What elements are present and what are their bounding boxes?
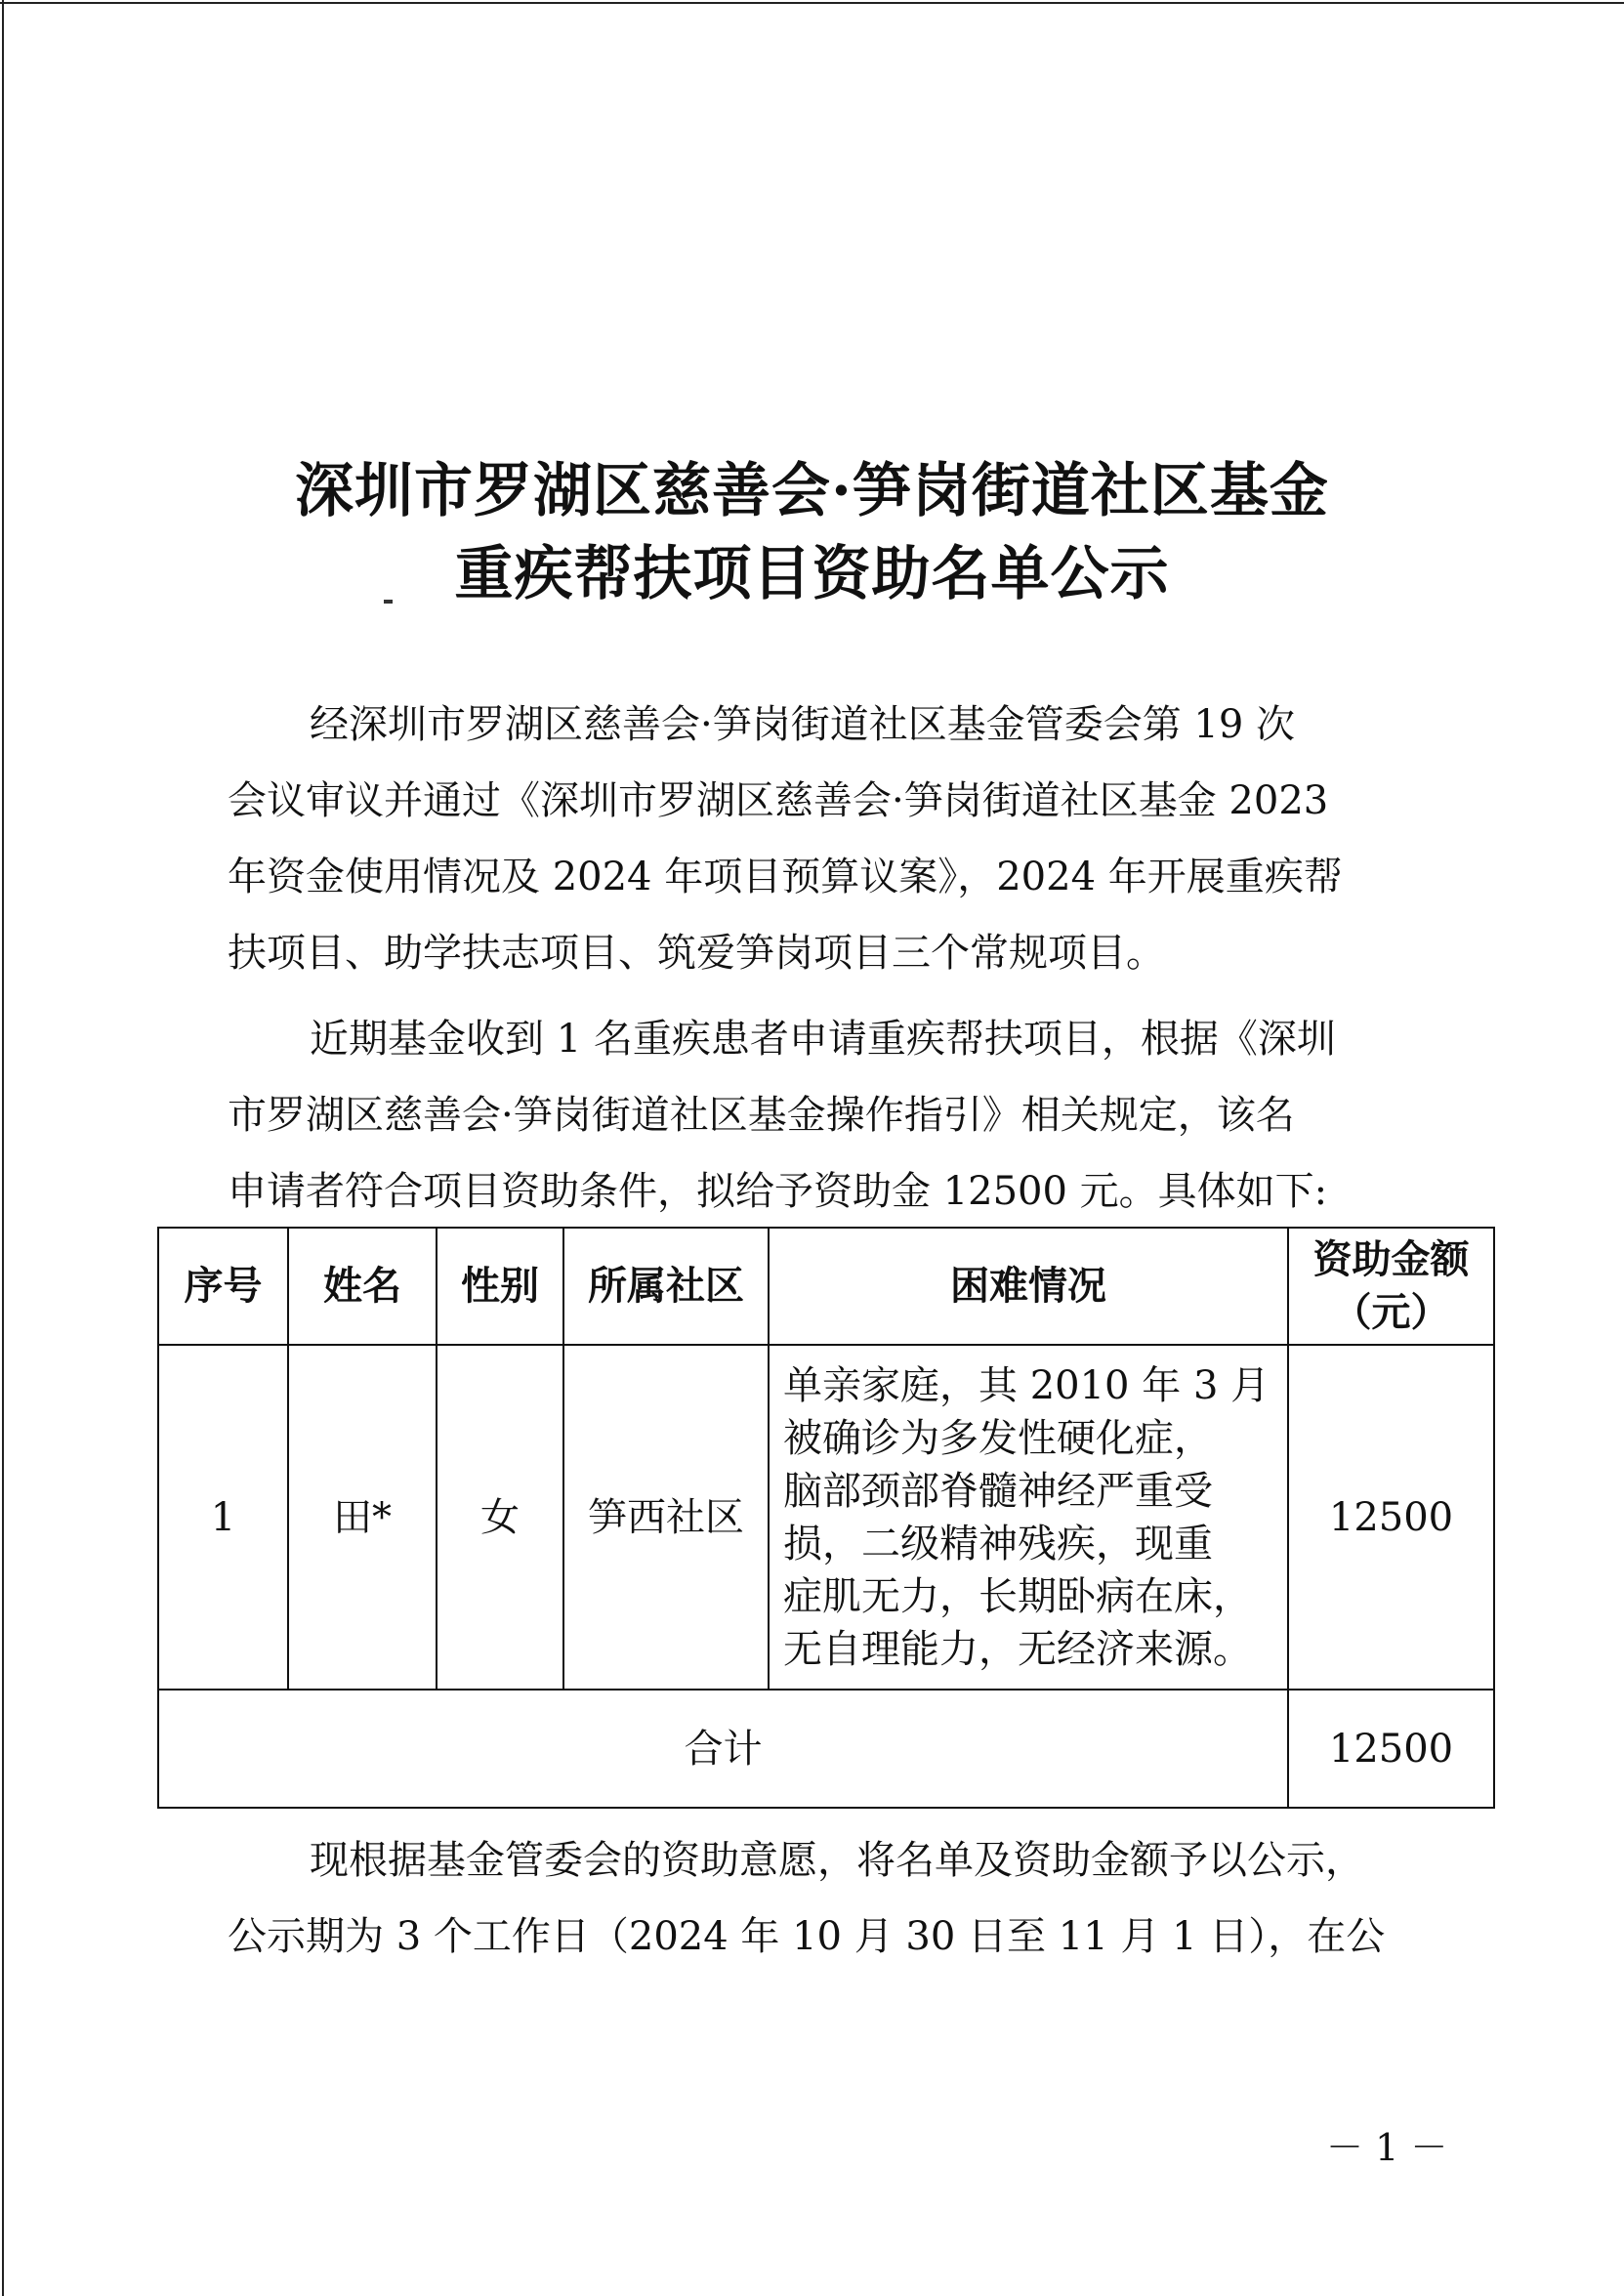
cell-amount: 12500 xyxy=(1288,1345,1494,1690)
page-number: － 1 － xyxy=(1326,2126,1448,2169)
document-title-line1: 深圳市罗湖区慈善会·笋岗街道社区基金 xyxy=(295,457,1329,525)
difficulty-line: 被确诊为多发性硬化症， xyxy=(783,1415,1213,1461)
paragraph-line: 市罗湖区慈善会·笋岗街道社区基金操作指引》相关规定，该名 xyxy=(228,1093,1295,1138)
cell-community: 笋西社区 xyxy=(563,1345,769,1690)
paragraph-line: 年资金使用情况及 2024 年项目预算议案》，2024 年开展重疾帮 xyxy=(228,855,1343,899)
paragraph-line: 现根据基金管委会的资助意愿，将名单及资助金额予以公示， xyxy=(310,1838,1364,1883)
header-gender: 性别 xyxy=(437,1228,563,1345)
difficulty-line: 脑部颈部脊髓神经严重受 xyxy=(783,1468,1213,1514)
cell-serial: 1 xyxy=(158,1345,288,1690)
page-border-left xyxy=(2,0,4,2296)
document-title-line2: 重疾帮扶项目资助名单公示 xyxy=(454,540,1170,608)
page-border-top xyxy=(0,2,1624,4)
difficulty-line: 症肌无力，长期卧病在床， xyxy=(783,1573,1252,1619)
header-amount xyxy=(1288,1228,1494,1345)
cell-name: 田* xyxy=(288,1345,437,1690)
paragraph-line: 扶项目、助学扶志项目、筑爱笋岗项目三个常规项目。 xyxy=(228,931,1165,976)
header-amount-unit: （元） xyxy=(1332,1290,1450,1335)
paragraph-application xyxy=(228,1001,1427,1230)
paragraph-line: 公示期为 3 个工作日（2024 年 10 月 30 日至 11 月 1 日），在公 xyxy=(228,1914,1386,1959)
paragraph-line: 经深圳市罗湖区慈善会·笋岗街道社区基金管委会第 19 次 xyxy=(310,702,1296,747)
cell-gender: 女 xyxy=(437,1345,563,1690)
cell-difficulty xyxy=(769,1345,1288,1690)
paragraph-line: 近期基金收到 1 名重疾患者申请重疾帮扶项目，根据《深圳 xyxy=(310,1017,1336,1062)
difficulty-line: 损，二级精神残疾，现重 xyxy=(783,1521,1213,1566)
table-row xyxy=(158,1345,1494,1690)
paragraph-line: 申请者符合项目资助条件，拟给予资助金 12500 元。具体如下: xyxy=(228,1169,1328,1214)
paragraph-line: 会议审议并通过《深圳市罗湖区慈善会·笋岗街道社区基金 2023 xyxy=(228,778,1329,823)
header-difficulty: 困难情况 xyxy=(769,1228,1288,1345)
header-community: 所属社区 xyxy=(563,1228,769,1345)
table-total-row xyxy=(158,1690,1494,1808)
paragraph-intro xyxy=(228,687,1427,991)
header-serial: 序号 xyxy=(158,1228,288,1345)
funding-table xyxy=(157,1227,1495,1809)
paragraph-announcement xyxy=(228,1822,1458,1975)
table-header-row xyxy=(158,1228,1494,1345)
header-amount-label: 资助金额 xyxy=(1312,1237,1470,1282)
header-name: 姓名 xyxy=(288,1228,437,1345)
difficulty-line: 无自理能力，无经济来源。 xyxy=(783,1626,1252,1672)
total-amount: 12500 xyxy=(1288,1690,1494,1808)
difficulty-line: 单亲家庭，其 2010 年 3 月 xyxy=(783,1362,1270,1408)
total-label: 合计 xyxy=(158,1690,1288,1808)
